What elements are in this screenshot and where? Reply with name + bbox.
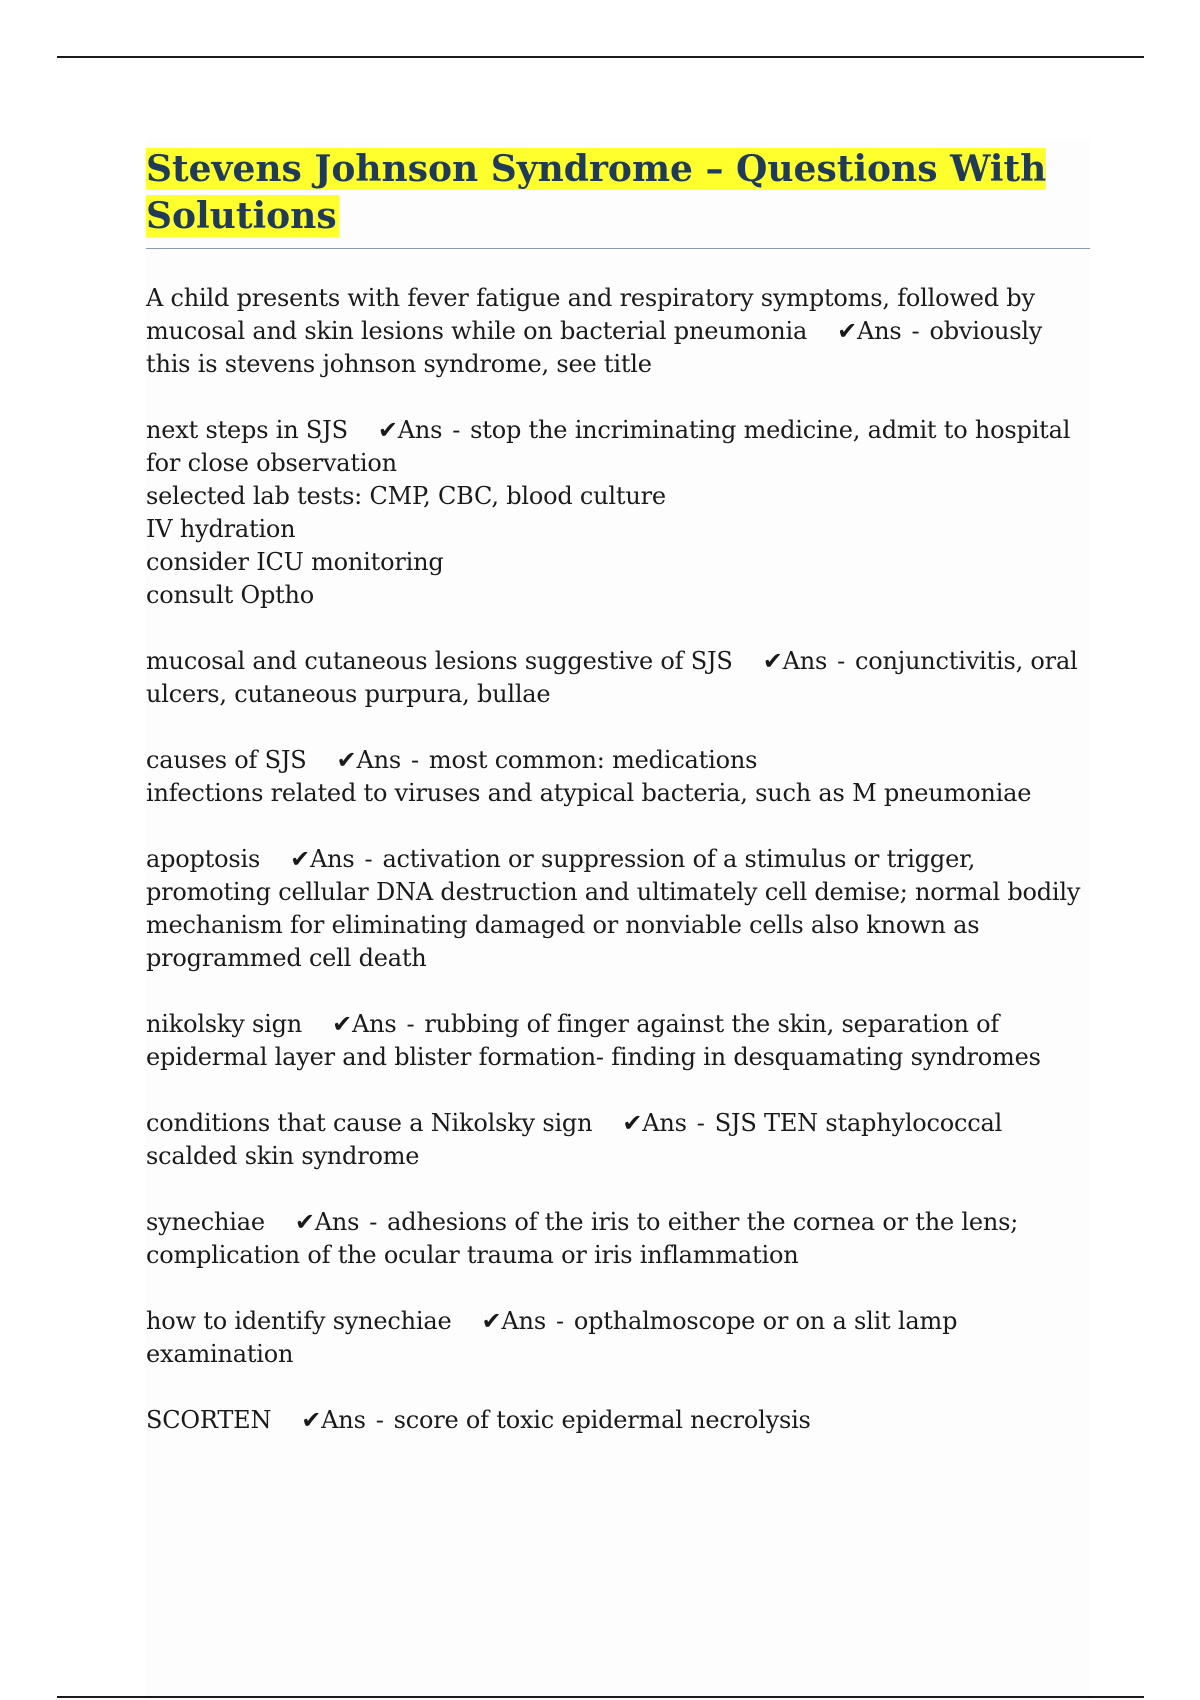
qa-item: [146, 1404, 1090, 1437]
qa-item: [146, 1305, 1090, 1371]
answer-extra-line: selected lab tests: CMP, CBC, blood culture: [146, 482, 666, 510]
answer-text: opthalmoscope or on a slit lamp examination: [146, 1307, 965, 1368]
question-text: apoptosis: [146, 845, 261, 873]
qa-item: [146, 414, 1090, 612]
document-body: [146, 140, 1090, 1700]
answer-text: score of toxic epidermal necrolysis: [393, 1406, 811, 1434]
answer-marker: ✔Ans: [762, 647, 828, 675]
answer-marker: ✔Ans: [290, 845, 355, 873]
question-text: how to identify synechiae: [146, 1307, 452, 1335]
question-text: SCORTEN: [146, 1406, 272, 1434]
qa-item: [146, 282, 1090, 381]
answer-text: most common: medications: [428, 746, 758, 774]
document-title: [146, 146, 1090, 240]
question-text: synechiae: [146, 1208, 265, 1236]
title-underline: [146, 248, 1090, 249]
title-highlight: Stevens Johnson Syndrome – Questions With Solutions: [146, 148, 1047, 237]
question-text: causes of SJS: [146, 746, 307, 774]
bottom-rule: [57, 1696, 1144, 1698]
question-text: A child presents with fever fatigue and respiratory symptoms, followed by mucosal and skin lesions while on bacterial pneumonia: [146, 284, 1043, 345]
answer-separator: -: [911, 317, 920, 345]
answer-marker: ✔Ans: [336, 746, 401, 774]
qa-item: [146, 1206, 1090, 1272]
answer-text: obviously this is stevens johnson syndrome, see title: [146, 317, 1050, 378]
answer-separator: -: [406, 1010, 415, 1038]
qa-item: [146, 645, 1090, 711]
answer-separator: -: [364, 845, 373, 873]
answer-text: rubbing of finger against the skin, separation of epidermal layer and blister formation- finding in desquamating syndromes: [146, 1010, 1041, 1071]
answer-separator: -: [837, 647, 846, 675]
question-text: next steps in SJS: [146, 416, 348, 444]
answer-extra-line: infections related to viruses and atypical bacteria, such as M pneumoniae: [146, 779, 1032, 807]
answer-extra-line: IV hydration: [146, 515, 296, 543]
answer-marker: ✔Ans: [301, 1406, 366, 1434]
top-rule: [57, 56, 1144, 58]
answer-marker: ✔Ans: [837, 317, 902, 345]
answer-extra-line: consider ICU monitoring: [146, 548, 444, 576]
answer-text: activation or suppression of a stimulus or trigger, promoting cellular DNA destruction and ultimately cell demise; normal bodily mechanism for eliminating damaged or nonviable cells also known as programmed cell death: [146, 845, 1088, 972]
answer-separator: -: [696, 1109, 705, 1137]
qa-item: [146, 843, 1090, 975]
answer-extra-line: consult Optho: [146, 581, 315, 609]
answer-marker: ✔Ans: [294, 1208, 360, 1236]
answer-separator: -: [410, 746, 419, 774]
answer-marker: ✔Ans: [332, 1010, 397, 1038]
qa-item: [146, 1107, 1090, 1173]
answer-text: stop the incriminating medicine, admit to hospital for close observation: [146, 416, 1078, 477]
qa-item: [146, 1008, 1090, 1074]
answer-separator: -: [375, 1406, 384, 1434]
answer-text: adhesions of the iris to either the cornea or the lens; complication of the ocular trauma or iris inflammation: [146, 1208, 1026, 1269]
qa-list: [146, 282, 1090, 1437]
question-text: nikolsky sign: [146, 1010, 303, 1038]
question-text: conditions that cause a Nikolsky sign: [146, 1109, 593, 1137]
answer-marker: ✔Ans: [481, 1307, 546, 1335]
qa-item: [146, 744, 1090, 810]
answer-text: conjunctivitis, oral ulcers, cutaneous purpura, bullae: [146, 647, 1085, 708]
answer-separator: -: [369, 1208, 378, 1236]
answer-separator: -: [452, 416, 461, 444]
question-text: mucosal and cutaneous lesions suggestive of SJS: [146, 647, 733, 675]
answer-text: SJS TEN staphylococcal scalded skin syndrome: [146, 1109, 1010, 1170]
answer-separator: -: [555, 1307, 564, 1335]
answer-marker: ✔Ans: [377, 416, 443, 444]
answer-marker: ✔Ans: [622, 1109, 687, 1137]
